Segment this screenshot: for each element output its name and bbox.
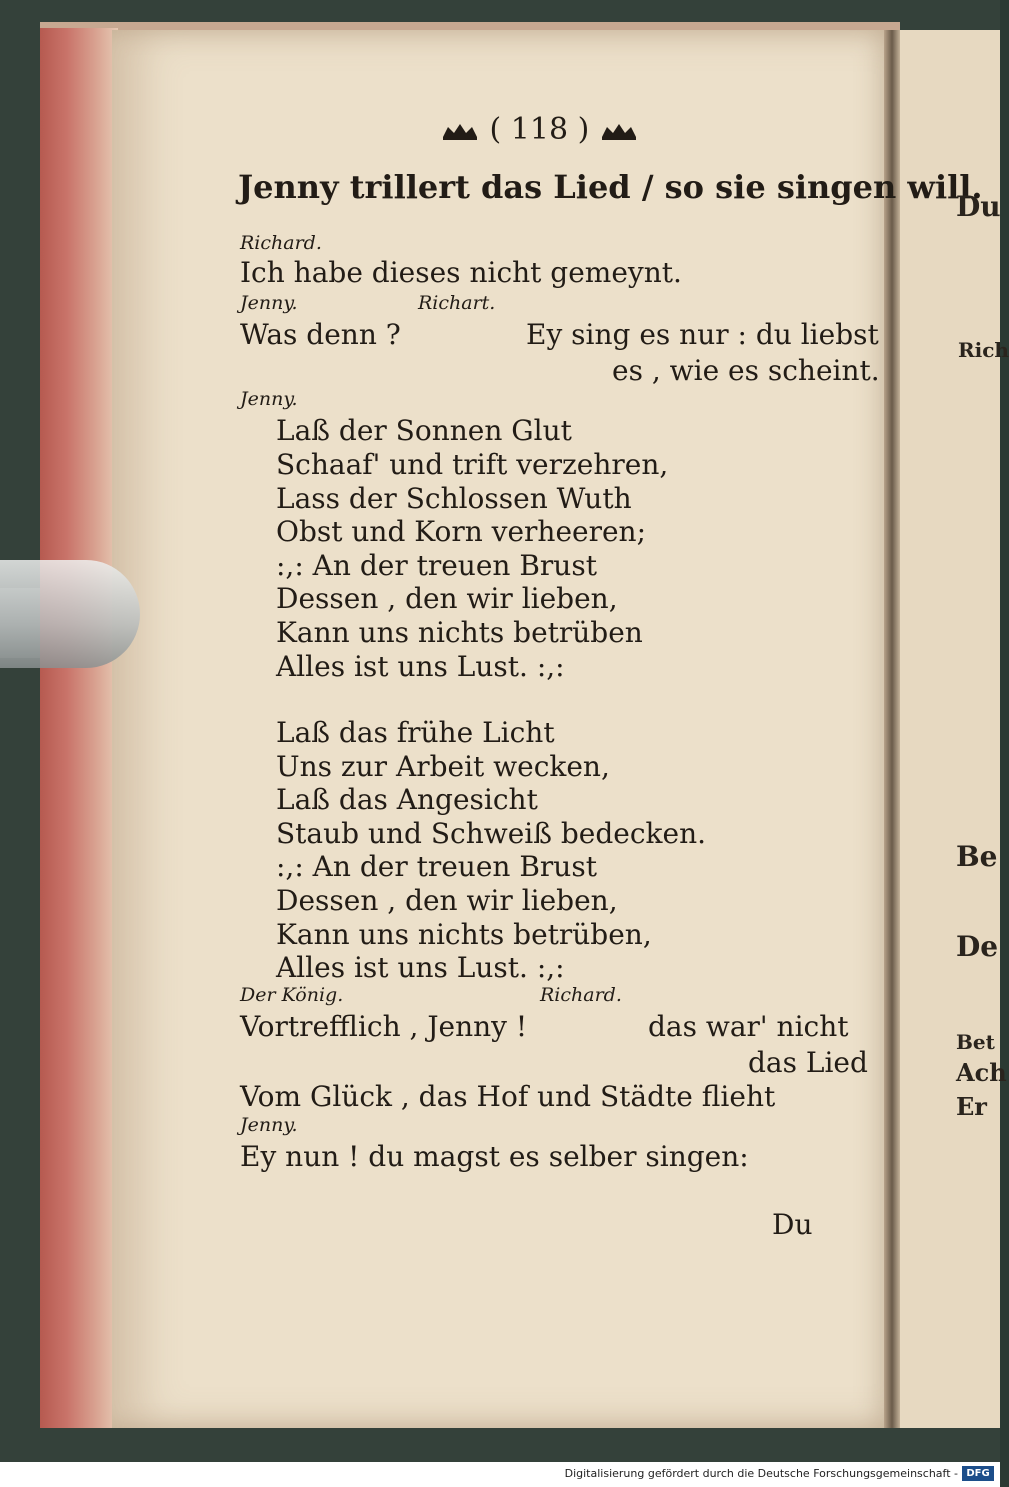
text-line: Vom Glück , das Hof und Städte flieht [240,1080,776,1113]
speaker-label: Jenny. [240,388,298,410]
page-header [440,112,639,147]
verse-line: Staub und Schweiß bedecken. [276,817,707,850]
catchword: Du [772,1208,813,1241]
speaker-label: Richart. [418,292,496,314]
speaker-label: Der König. [240,984,344,1006]
verse-line: Laß der Sonnen Glut [276,414,572,447]
footer-credit: Digitalisierung gefördert durch die Deutsche Forschungsgemeinschaft - [564,1467,958,1480]
right-page [900,30,1000,1428]
verse-line: Alles ist uns Lust. :,: [276,650,565,683]
page-clip [0,560,140,668]
speaker-label: Jenny. [240,292,298,314]
crown-ornament-icon [440,122,480,140]
right-page-fragment: Ach [956,1058,1007,1087]
text-line: Ich habe dieses nicht gemeynt. [240,256,682,289]
right-page-fragment: Bet [956,1030,995,1054]
text-line: Was denn ? [240,318,401,351]
right-page-fragment: Er [956,1092,987,1121]
verse-line: Uns zur Arbeit wecken, [276,750,610,783]
verse-line: Schaaf' und trift verzehren, [276,448,669,481]
verse-line: Kann uns nichts betrüben [276,616,643,649]
speaker-label: Jenny. [240,1114,298,1136]
stage-direction-title: Jenny trillert das Lied / so sie singen will. [238,168,983,206]
speaker-label: Richard. [240,232,322,254]
verse-line: Lass der Schlossen Wuth [276,482,632,515]
text-line: das Lied [748,1046,868,1079]
right-page-fragment: De [956,930,999,963]
text-line: es , wie es scheint. [612,354,880,387]
book-page-edge [40,28,118,1428]
right-page-fragment: Rich [958,338,1009,362]
verse-line: Dessen , den wir lieben, [276,582,618,615]
verse-line: Laß das frühe Licht [276,716,555,749]
text-line: Ey sing es nur : du liebst [526,318,879,351]
verse-line: :,: An der treuen Brust [276,850,597,883]
page-number: ( 118 ) [489,112,590,147]
verse-line: Obst und Korn verheeren; [276,515,647,548]
right-page-fragment: Du [956,190,1001,223]
verse-line: Alles ist uns Lust. :,: [276,951,565,984]
text-line: das war' nicht [648,1010,849,1043]
text-line: Ey nun ! du magst es selber singen: [240,1140,749,1173]
verse-line: Kann uns nichts betrüben, [276,918,652,951]
dfg-logo: DFG [962,1466,994,1481]
crown-ornament-icon [599,122,639,140]
right-page-fragment: Be [956,840,998,873]
verse-line: Laß das Angesicht [276,783,538,816]
speaker-label: Richard. [540,984,622,1006]
digitization-footer [0,1462,1000,1487]
verse-line: :,: An der treuen Brust [276,549,597,582]
verse-line: Dessen , den wir lieben, [276,884,618,917]
text-line: Vortrefflich , Jenny ! [240,1010,528,1043]
book-gutter [884,30,900,1428]
